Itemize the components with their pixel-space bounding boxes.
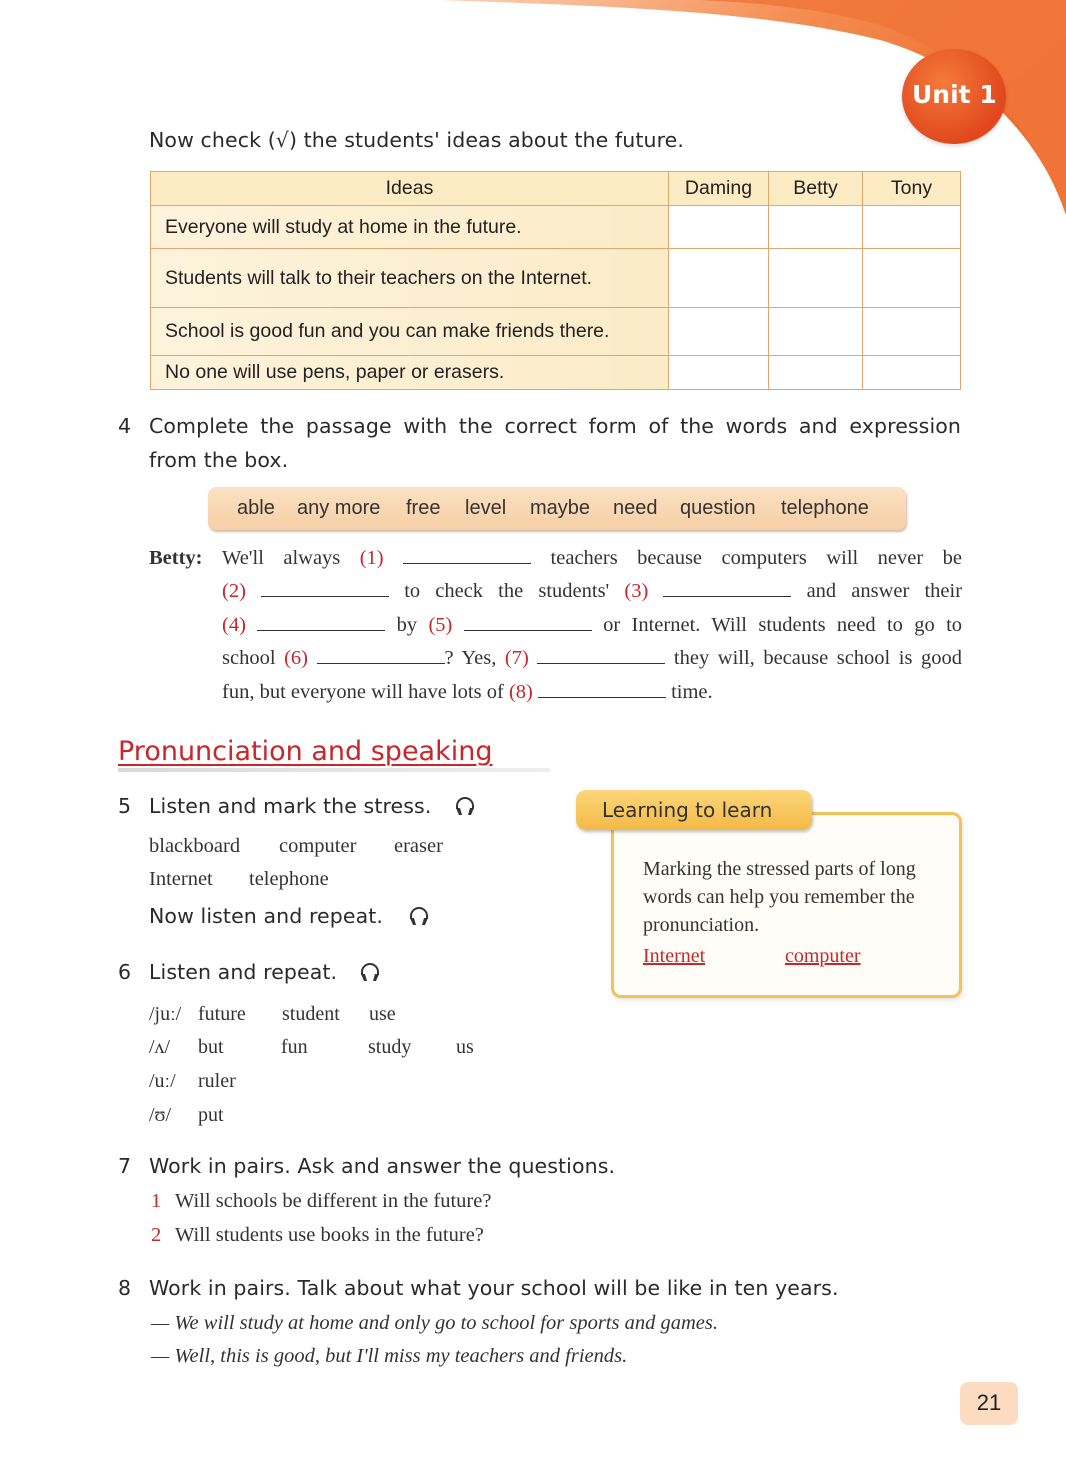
table-instruction: Now check (√) the students' ideas about the future.	[149, 128, 684, 152]
answer-blank[interactable]	[261, 580, 389, 597]
phonetic-word: but	[198, 1036, 224, 1058]
task-instruction: Listen and repeat.	[149, 960, 338, 984]
phonetic-symbol: /juː/	[149, 1003, 182, 1025]
answer-blank[interactable]	[663, 580, 791, 597]
passage-line: (2) to check the students' (3) and answer their	[222, 580, 963, 602]
blank-number: (3)	[624, 580, 649, 602]
phonetic-word: study	[368, 1036, 412, 1058]
answer-blank[interactable]	[464, 614, 592, 631]
phonetic-symbol: /ʊ/	[149, 1104, 172, 1126]
phonetic-word: use	[369, 1003, 396, 1025]
stress-word: blackboard	[149, 835, 241, 857]
learning-title: Learning to learn	[602, 798, 773, 822]
word-box-item: need	[613, 497, 658, 519]
phonetic-word: ruler	[198, 1070, 236, 1092]
answer-blank[interactable]	[537, 647, 665, 664]
check-cell-daming[interactable]	[669, 206, 769, 249]
task-instruction: Complete the passage with the correct form of the words and expression	[149, 414, 961, 438]
check-cell-tony[interactable]	[863, 206, 961, 249]
check-cell-betty[interactable]	[769, 206, 863, 249]
word-box-item: question	[680, 497, 756, 519]
word-box-item: any more	[297, 497, 381, 519]
phonetic-symbol: /ʌ/	[149, 1036, 171, 1058]
task-number: 5	[118, 794, 132, 818]
passage-line: fun, but everyone will have lots of (8) time.	[222, 681, 713, 703]
blank-number: (7)	[504, 647, 529, 669]
column-header-betty: Betty	[769, 172, 863, 206]
headphones-icon[interactable]	[407, 904, 431, 928]
task-instruction: Listen and mark the stress.	[149, 794, 432, 818]
repeat-instruction: Now listen and repeat.	[149, 904, 384, 928]
blank-number: (2)	[222, 580, 246, 602]
section-title: Pronunciation and speaking	[118, 736, 493, 767]
stress-example	[785, 945, 861, 968]
idea-cell: Everyone will study at home in the future.	[151, 206, 669, 249]
table-row	[151, 308, 961, 356]
stress-example-word: Internet	[643, 945, 706, 967]
check-cell-tony[interactable]	[863, 356, 961, 390]
check-cell-betty[interactable]	[769, 308, 863, 356]
phonetic-symbol: /uː/	[149, 1070, 176, 1092]
passage-line: (4) by (5) or Internet. Will students need to go to	[222, 614, 963, 636]
task-instruction: Work in pairs. Ask and answer the questions.	[149, 1154, 616, 1178]
page-number: 21	[976, 1390, 1002, 1415]
question-number: 1	[151, 1190, 162, 1212]
column-header-tony: Tony	[863, 172, 961, 206]
check-cell-daming[interactable]	[669, 308, 769, 356]
ideas-table	[150, 171, 961, 390]
example-dialogue-line: — We will study at home and only go to school for sports and games.	[151, 1312, 718, 1334]
stress-word: computer	[279, 835, 357, 857]
task-number: 6	[118, 960, 132, 984]
speaker-label: Betty:	[149, 547, 203, 569]
check-cell-daming[interactable]	[669, 356, 769, 390]
phonetic-word: us	[456, 1036, 474, 1058]
task-number: 4	[118, 414, 132, 438]
question-text: Will students use books in the future?	[175, 1224, 484, 1246]
example-dialogue-line: — Well, this is good, but I'll miss my teachers and friends.	[151, 1345, 628, 1367]
stress-word: telephone	[249, 868, 329, 890]
column-header-ideas: Ideas	[151, 172, 669, 206]
word-box-item: telephone	[781, 497, 869, 519]
word-box-item: free	[406, 497, 441, 519]
answer-blank[interactable]	[317, 647, 445, 664]
headphones-icon[interactable]	[358, 960, 382, 984]
phonetic-word: student	[282, 1003, 340, 1025]
passage-line: We'll always (1) teachers because computers will never be	[222, 547, 962, 569]
table-header-row	[151, 172, 961, 206]
task-number: 8	[118, 1276, 132, 1300]
task-number: 7	[118, 1154, 132, 1178]
word-box-item: able	[237, 497, 275, 519]
phonetic-word: fun	[281, 1036, 308, 1058]
blank-number: (1)	[359, 547, 384, 569]
blank-number: (6)	[284, 647, 308, 669]
stress-example	[643, 945, 705, 968]
blank-number: (4)	[222, 614, 246, 636]
question-text: Will schools be different in the future?	[175, 1190, 492, 1212]
word-box-item: maybe	[530, 497, 591, 519]
word-box-item: level	[465, 497, 507, 519]
idea-cell: No one will use pens, paper or erasers.	[151, 356, 669, 390]
table-row	[151, 249, 961, 308]
phonetic-word: future	[198, 1003, 246, 1025]
idea-cell: School is good fun and you can make friends there.	[151, 308, 669, 356]
learning-text: Marking the stressed parts of long words can help you remember the pronunciation.	[643, 858, 916, 936]
unit-label: Unit 1	[912, 80, 997, 109]
question-number: 2	[151, 1224, 162, 1246]
table-row	[151, 206, 961, 249]
check-cell-betty[interactable]	[769, 249, 863, 308]
headphones-icon[interactable]	[453, 794, 477, 818]
blank-number: (8)	[508, 681, 533, 703]
section-rule	[118, 768, 550, 772]
answer-blank[interactable]	[257, 614, 385, 631]
column-header-daming: Daming	[669, 172, 769, 206]
check-cell-tony[interactable]	[863, 249, 961, 308]
stress-example-word: computer	[785, 945, 861, 967]
check-cell-daming[interactable]	[669, 249, 769, 308]
answer-blank[interactable]	[538, 681, 666, 698]
blank-number: (5)	[428, 614, 453, 636]
stress-word: eraser	[394, 835, 443, 857]
answer-blank[interactable]	[403, 547, 531, 564]
check-cell-betty[interactable]	[769, 356, 863, 390]
task-instruction: Work in pairs. Talk about what your school will be like in ten years.	[149, 1276, 839, 1300]
check-cell-tony[interactable]	[863, 308, 961, 356]
idea-cell: Students will talk to their teachers on the Internet.	[151, 249, 669, 308]
phonetic-word: put	[198, 1104, 224, 1126]
table-row	[151, 356, 961, 390]
stress-word: Internet	[149, 868, 213, 890]
passage-line: school (6) ? Yes, (7) they will, because school is good	[222, 647, 963, 669]
task-instruction: from the box.	[149, 448, 289, 472]
